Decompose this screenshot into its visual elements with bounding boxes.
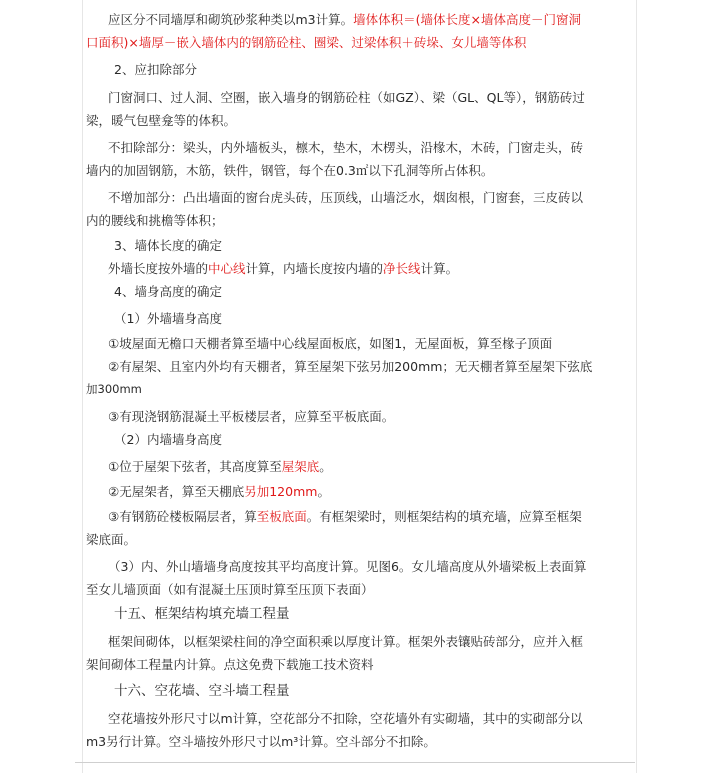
paragraph-frame-infill-cont: 架间砌体工程量内计算。点这免费下载施工技术资料 bbox=[86, 657, 374, 672]
paragraph-wall-length bbox=[86, 257, 626, 280]
text-add-120mm: 另加120mm bbox=[244, 484, 318, 499]
text-slab-bottom: 至板底面 bbox=[256, 509, 307, 524]
text-volume-formula: 墙体体积＝(墙体长度×墙体高度－门窗洞 bbox=[353, 12, 581, 27]
paragraph-gable-parapet: （3）内、外山墙墙身高度按其平均高度计算。见图6。女儿墙高度从外墙梁板上表面算 bbox=[108, 559, 587, 574]
text-inner-1c: 。 bbox=[319, 459, 332, 474]
text-wall-length-e: 计算。 bbox=[420, 261, 459, 276]
item-outer-2: ②有屋架、且室内外均有天棚者，算至屋架下弦另加200mm；无天棚者算至屋架下弦底 bbox=[108, 359, 593, 374]
paragraph-non-additions: 不增加部分：凸出墙面的窗台虎头砖，压顶线，山墙泛水，烟囱根，门窗套，三皮砖以 bbox=[108, 190, 584, 205]
paragraph-non-deductions: 不扣除部分：梁头，内外墙板头，檩木，垫木，木楞头，沿椽木，木砖，门窗走头，砖 bbox=[108, 140, 584, 155]
heading-frame-infill-wall: 十五、框架结构填充墙工程量 bbox=[114, 606, 290, 622]
paragraph-gable-parapet-cont: 至女儿墙顶面（如有混凝土压顶时算至压顶下表面） bbox=[86, 582, 374, 597]
section-wall-height: 4、墙身高度的确定 bbox=[114, 284, 222, 299]
paragraph-deductions: 门窗洞口、过人洞、空圈，嵌入墙身的钢筋砼柱（如GZ）、梁（GL、QL等），钢筋砖过 bbox=[108, 90, 585, 105]
document-body bbox=[86, 0, 626, 753]
text-inner-3c: 。有框架梁时，则框架结构的填充墙，应算至框架 bbox=[306, 509, 582, 524]
text-volume-intro: 应区分不同墙厚和砌筑砂浆种类以m3计算。 bbox=[108, 12, 354, 27]
paragraph-hollow-walls-cont: m3另行计算。空斗墙按外形尺寸以m³计算。空斗部分不扣除。 bbox=[86, 734, 436, 749]
text-inner-3a: ③有钢筋砼楼板隔层者，算 bbox=[108, 509, 257, 524]
page-frame-right-border bbox=[636, 0, 637, 773]
text-truss-bottom: 屋架底 bbox=[281, 459, 320, 474]
paragraph-non-deductions-cont: 墙内的加固钢筋，木筋，铁件，钢管，每个在0.3㎡以下孔洞等所占体积。 bbox=[86, 163, 494, 178]
text-inner-2c: 。 bbox=[317, 484, 330, 499]
heading-hollow-walls: 十六、空花墙、空斗墙工程量 bbox=[114, 683, 290, 699]
item-inner-3 bbox=[86, 505, 626, 528]
paragraph-volume-rule bbox=[86, 8, 626, 31]
text-inner-1a: ①位于屋架下弦者，其高度算至 bbox=[108, 459, 282, 474]
text-net-length: 净长线 bbox=[383, 261, 421, 276]
paragraph-non-additions-cont: 内的腰线和挑檐等体积； bbox=[86, 213, 224, 228]
text-centerline: 中心线 bbox=[208, 261, 246, 276]
text-wall-length-a: 外墙长度按外墙的 bbox=[108, 261, 209, 276]
paragraph-deductions-cont: 梁，暖气包壁龛等的体积。 bbox=[86, 113, 237, 128]
subsection-outer-wall-height: （1）外墙墙身高度 bbox=[114, 311, 222, 326]
section-wall-length: 3、墙体长度的确定 bbox=[114, 238, 222, 253]
item-outer-2-cont: 加300mm bbox=[86, 382, 142, 396]
item-inner-2 bbox=[86, 480, 626, 503]
paragraph-hollow-walls: 空花墙按外形尺寸以m计算，空花部分不扣除，空花墙外有实砌墙，其中的实砌部分以 bbox=[108, 711, 583, 726]
text-volume-formula-cont: 口面积)×墙厚－嵌入墙体内的钢筋砼柱、圈梁、过梁体积＋砖垛、女儿墙等体积 bbox=[86, 35, 527, 50]
page-frame-left-border bbox=[82, 0, 83, 773]
text-inner-2a: ②无屋架者，算至天棚底 bbox=[108, 484, 245, 499]
page-frame-bottom-border bbox=[75, 762, 635, 763]
section-deductions: 2、应扣除部分 bbox=[114, 62, 197, 77]
item-outer-1: ①坡屋面无檐口天棚者算至墙中心线屋面板底，如图1，无屋面板，算至椽子顶面 bbox=[108, 336, 553, 351]
text-wall-length-c: 计算，内墙长度按内墙的 bbox=[245, 261, 384, 276]
item-inner-1 bbox=[86, 455, 626, 478]
subsection-inner-wall-height: （2）内墙墙身高度 bbox=[114, 432, 222, 447]
item-inner-3-cont: 梁底面。 bbox=[86, 532, 137, 547]
paragraph-frame-infill: 框架间砌体，以框架梁柱间的净空面积乘以厚度计算。框架外表镶贴砖部分，应并入框 bbox=[108, 634, 584, 649]
item-outer-3: ③有现浇钢筋混凝土平板楼层者，应算至平板底面。 bbox=[108, 409, 395, 424]
